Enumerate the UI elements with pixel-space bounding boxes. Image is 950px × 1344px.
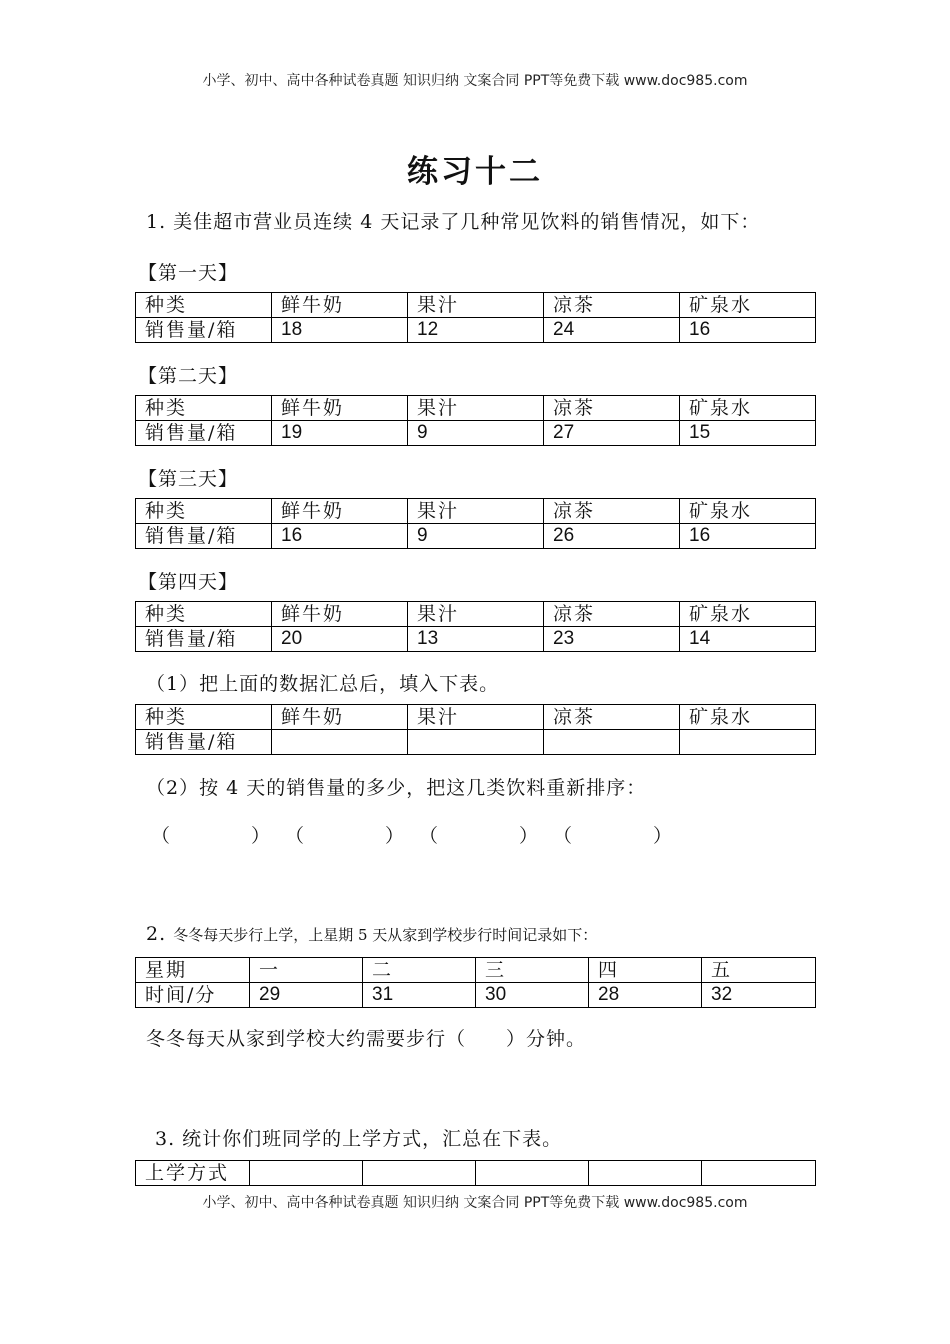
value-cell: 28 bbox=[589, 983, 702, 1008]
header-cell: 一 bbox=[250, 958, 363, 983]
header-cell: 种类 bbox=[136, 293, 272, 318]
blank-close: ） bbox=[519, 825, 539, 847]
day2-table bbox=[135, 395, 816, 446]
header-cell: 五 bbox=[702, 958, 816, 983]
row-label: 时间/分 bbox=[136, 983, 250, 1008]
value-cell: 32 bbox=[702, 983, 816, 1008]
day1-label: 【第一天】 bbox=[138, 262, 239, 284]
header-cell: 矿泉水 bbox=[680, 396, 816, 421]
table-row bbox=[136, 983, 816, 1008]
day4-table bbox=[135, 601, 816, 652]
table-row bbox=[136, 730, 816, 755]
value-cell: 31 bbox=[363, 983, 476, 1008]
header-cell: 果汁 bbox=[408, 602, 544, 627]
answer-cell[interactable] bbox=[544, 730, 680, 755]
row-label: 上学方式 bbox=[136, 1161, 250, 1186]
value-cell: 29 bbox=[250, 983, 363, 1008]
page-footer: 小学、初中、高中各种试卷真题 知识归纳 文案合同 PPT等免费下载 www.doc985.com bbox=[202, 1195, 748, 1211]
q2-intro: 冬冬每天步行上学，上星期 5 天从家到学校步行时间记录如下： bbox=[173, 926, 598, 944]
row-label: 销售量/箱 bbox=[136, 524, 272, 549]
value-cell: 26 bbox=[544, 524, 680, 549]
table-row bbox=[136, 958, 816, 983]
blank-close: ） bbox=[653, 825, 673, 847]
header-cell: 鲜牛奶 bbox=[272, 705, 408, 730]
blank-open: （ bbox=[419, 825, 439, 847]
table-row bbox=[136, 318, 816, 343]
header-cell: 果汁 bbox=[408, 499, 544, 524]
q2-table bbox=[135, 957, 816, 1008]
table-row bbox=[136, 524, 816, 549]
header-cell: 果汁 bbox=[408, 705, 544, 730]
answer-cell[interactable] bbox=[272, 730, 408, 755]
table-row bbox=[136, 602, 816, 627]
header-cell: 凉茶 bbox=[544, 396, 680, 421]
header-cell: 矿泉水 bbox=[680, 293, 816, 318]
header-cell: 凉茶 bbox=[544, 705, 680, 730]
value-cell: 13 bbox=[408, 627, 544, 652]
row-label: 销售量/箱 bbox=[136, 730, 272, 755]
value-cell: 20 bbox=[272, 627, 408, 652]
q1-intro: 1. 美佳超市营业员连续 4 天记录了几种常见饮料的销售情况，如下： bbox=[146, 211, 761, 233]
row-label: 销售量/箱 bbox=[136, 318, 272, 343]
header-cell: 果汁 bbox=[408, 396, 544, 421]
header-cell: 矿泉水 bbox=[680, 499, 816, 524]
header-cell: 凉茶 bbox=[544, 293, 680, 318]
q2-intro-line bbox=[146, 923, 597, 945]
blank-close: ） bbox=[251, 825, 271, 847]
header-cell: 种类 bbox=[136, 602, 272, 627]
blank-open: （ bbox=[151, 825, 171, 847]
table-row bbox=[136, 293, 816, 318]
value-cell: 12 bbox=[408, 318, 544, 343]
q2-question: 冬冬每天从家到学校大约需要步行（ ）分钟。 bbox=[146, 1028, 587, 1050]
header-cell: 凉茶 bbox=[544, 499, 680, 524]
q2-number: 2. bbox=[146, 923, 167, 945]
row-label: 销售量/箱 bbox=[136, 627, 272, 652]
value-cell: 18 bbox=[272, 318, 408, 343]
table-row bbox=[136, 705, 816, 730]
summary-table bbox=[135, 704, 816, 755]
header-cell: 二 bbox=[363, 958, 476, 983]
header-cell: 鲜牛奶 bbox=[272, 499, 408, 524]
answer-cell[interactable] bbox=[363, 1161, 476, 1186]
answer-cell[interactable] bbox=[250, 1161, 363, 1186]
table-row bbox=[136, 627, 816, 652]
header-cell: 鲜牛奶 bbox=[272, 396, 408, 421]
q1-part2: （2）按 4 天的销售量的多少，把这几类饮料重新排序： bbox=[146, 777, 647, 799]
value-cell: 15 bbox=[680, 421, 816, 446]
value-cell: 23 bbox=[544, 627, 680, 652]
header-cell: 矿泉水 bbox=[680, 602, 816, 627]
header-cell: 种类 bbox=[136, 396, 272, 421]
header-cell: 矿泉水 bbox=[680, 705, 816, 730]
answer-cell[interactable] bbox=[589, 1161, 702, 1186]
header-cell: 四 bbox=[589, 958, 702, 983]
value-cell: 16 bbox=[680, 318, 816, 343]
answer-cell[interactable] bbox=[680, 730, 816, 755]
table-row bbox=[136, 499, 816, 524]
answer-cell[interactable] bbox=[476, 1161, 589, 1186]
value-cell: 30 bbox=[476, 983, 589, 1008]
page-title: 练习十二 bbox=[407, 154, 543, 190]
q1-part1: （1）把上面的数据汇总后，填入下表。 bbox=[146, 673, 500, 695]
value-cell: 14 bbox=[680, 627, 816, 652]
header-cell: 鲜牛奶 bbox=[272, 602, 408, 627]
blank-open: （ bbox=[285, 825, 305, 847]
value-cell: 9 bbox=[408, 421, 544, 446]
table-row bbox=[136, 1161, 816, 1186]
header-cell: 星期 bbox=[136, 958, 250, 983]
header-cell: 果汁 bbox=[408, 293, 544, 318]
answer-cell[interactable] bbox=[408, 730, 544, 755]
q3-intro: 3. 统计你们班同学的上学方式，汇总在下表。 bbox=[155, 1128, 563, 1150]
header-cell: 种类 bbox=[136, 705, 272, 730]
day3-label: 【第三天】 bbox=[138, 468, 239, 490]
blank-open: （ bbox=[553, 825, 573, 847]
value-cell: 24 bbox=[544, 318, 680, 343]
page-header: 小学、初中、高中各种试卷真题 知识归纳 文案合同 PPT等免费下载 www.doc985.com bbox=[202, 73, 748, 89]
value-cell: 16 bbox=[272, 524, 408, 549]
row-label: 销售量/箱 bbox=[136, 421, 272, 446]
value-cell: 9 bbox=[408, 524, 544, 549]
header-cell: 凉茶 bbox=[544, 602, 680, 627]
day3-table bbox=[135, 498, 816, 549]
table-row bbox=[136, 421, 816, 446]
header-cell: 鲜牛奶 bbox=[272, 293, 408, 318]
day1-table bbox=[135, 292, 816, 343]
value-cell: 19 bbox=[272, 421, 408, 446]
q3-table bbox=[135, 1160, 816, 1186]
header-cell: 种类 bbox=[136, 499, 272, 524]
table-row bbox=[136, 396, 816, 421]
day2-label: 【第二天】 bbox=[138, 365, 239, 387]
blank-close: ） bbox=[385, 825, 405, 847]
day4-label: 【第四天】 bbox=[138, 571, 239, 593]
value-cell: 27 bbox=[544, 421, 680, 446]
header-cell: 三 bbox=[476, 958, 589, 983]
value-cell: 16 bbox=[680, 524, 816, 549]
answer-cell[interactable] bbox=[702, 1161, 816, 1186]
